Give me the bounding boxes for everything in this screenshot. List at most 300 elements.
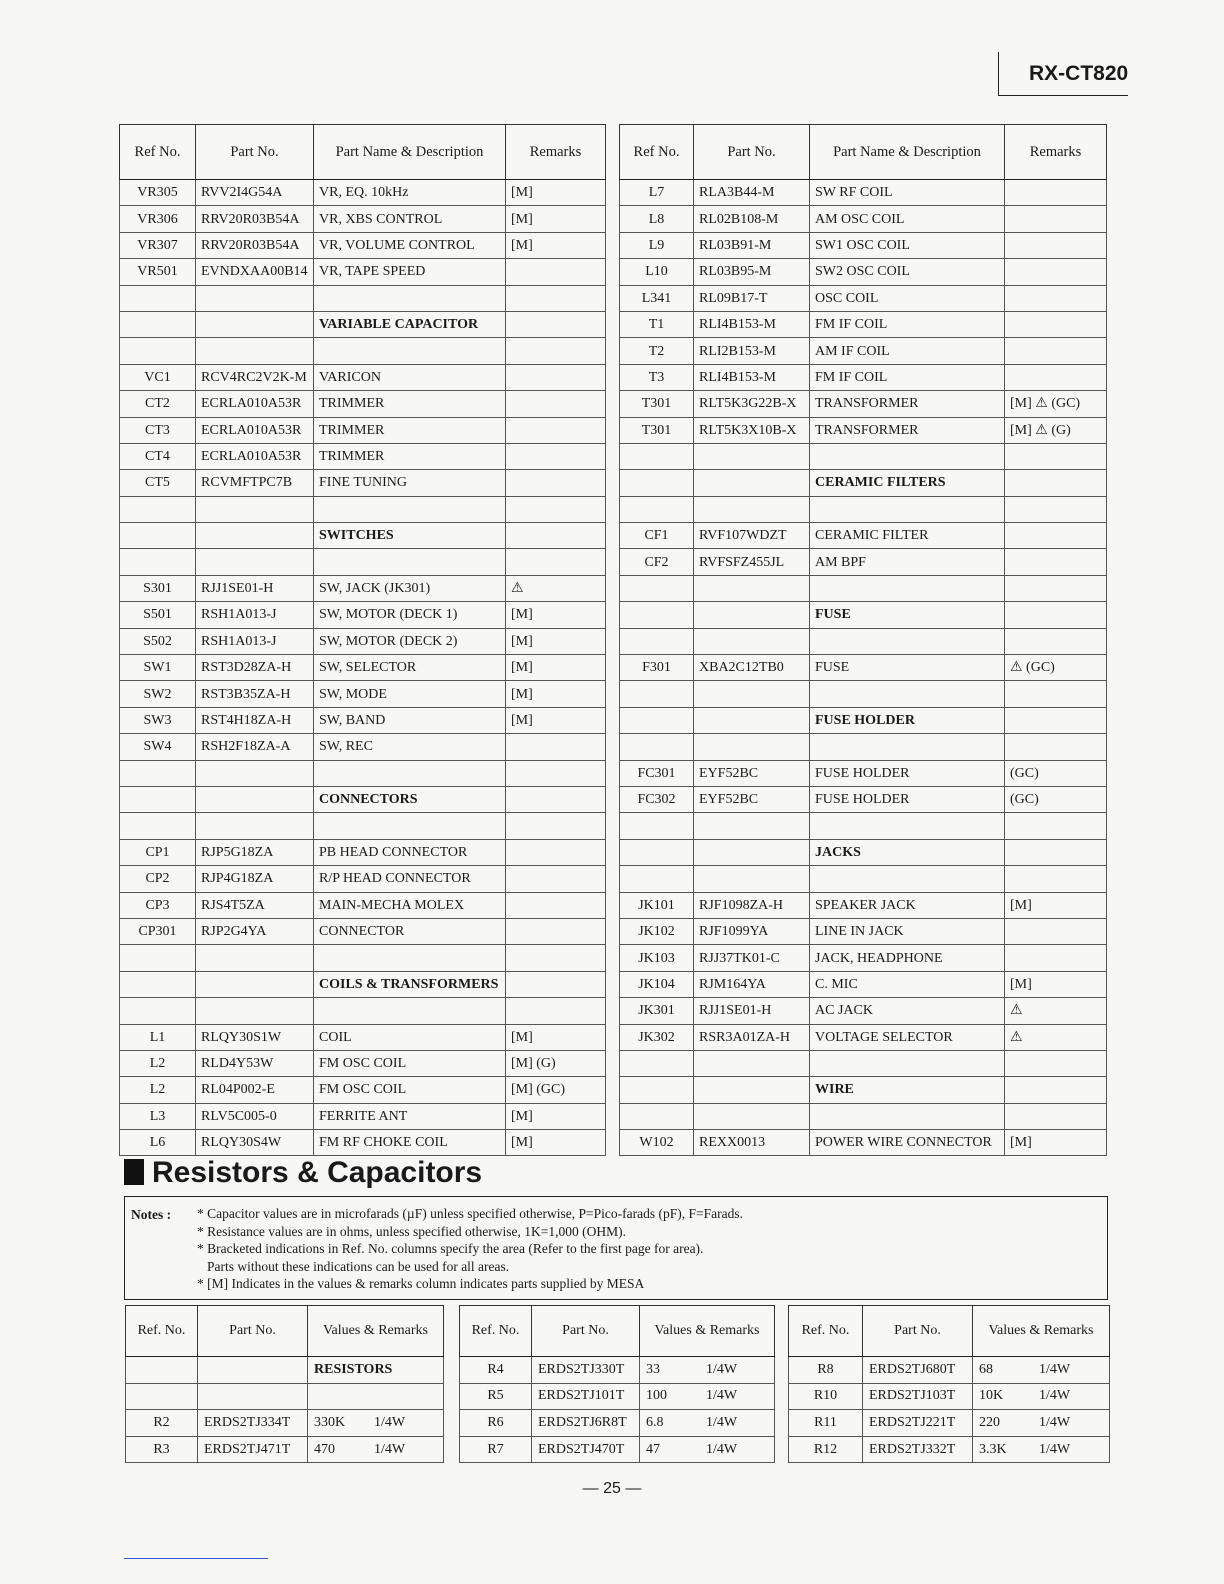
ref-no-cell: SW4 — [120, 734, 196, 760]
remarks-cell — [1005, 549, 1107, 575]
part-no-cell: ERDS2TJ471T — [198, 1436, 308, 1463]
notes-label: Notes : — [131, 1207, 172, 1222]
section-title — [124, 1152, 482, 1194]
remarks-cell — [506, 523, 606, 549]
part-no-cell — [694, 496, 810, 522]
remarks-cell: [M] — [506, 707, 606, 733]
part-name-cell — [314, 338, 506, 364]
table-row — [620, 1024, 1107, 1050]
part-no-cell: RLI4B153-M — [694, 364, 810, 390]
ref-no-cell: L6 — [120, 1130, 196, 1156]
value: 470 — [314, 1441, 335, 1457]
ref-no-cell: L3 — [120, 1103, 196, 1129]
value: 10K — [979, 1388, 1004, 1404]
table-row — [126, 1410, 444, 1437]
ref-no-cell — [620, 681, 694, 707]
remarks-cell — [506, 470, 606, 496]
ref-no-cell — [120, 311, 196, 337]
table-row — [120, 628, 606, 654]
part-no-cell: RSH2F18ZA-A — [196, 734, 314, 760]
wattage: 1/4W — [706, 1388, 738, 1404]
part-no-cell: RCVMFTPC7B — [196, 470, 314, 496]
part-no-cell: RL09B17-T — [694, 285, 810, 311]
ref-no-cell — [120, 945, 196, 971]
table-row — [460, 1410, 775, 1437]
ref-no-cell: VR306 — [120, 206, 196, 232]
ref-no-cell: T3 — [620, 364, 694, 390]
ref-no-cell: R2 — [126, 1410, 198, 1437]
part-no-cell: ECRLA010A53R — [196, 417, 314, 443]
table-row — [120, 707, 606, 733]
remarks-cell — [1005, 496, 1107, 522]
part-no-cell: RVF107WDZT — [694, 523, 810, 549]
part-name-cell: AM OSC COIL — [810, 206, 1005, 232]
ref-no-cell: CP3 — [120, 892, 196, 918]
table-row — [120, 391, 606, 417]
table-row — [620, 602, 1107, 628]
table-row — [620, 1130, 1107, 1156]
table-row — [120, 945, 606, 971]
table-row — [120, 180, 606, 206]
part-name-cell: SW1 OSC COIL — [810, 232, 1005, 258]
notes-list — [197, 1205, 743, 1293]
part-no-cell — [196, 760, 314, 786]
ref-no-cell: L2 — [120, 1077, 196, 1103]
part-name-cell: FM RF CHOKE COIL — [314, 1130, 506, 1156]
table-header-row — [460, 1306, 775, 1357]
part-name-cell: MAIN-MECHA MOLEX — [314, 892, 506, 918]
part-name-cell: AM IF COIL — [810, 338, 1005, 364]
part-name-cell — [314, 945, 506, 971]
remarks-cell: [M] — [506, 681, 606, 707]
table-row — [620, 813, 1107, 839]
remarks-cell: [M] — [1005, 892, 1107, 918]
values-cell — [973, 1410, 1110, 1437]
remarks-cell — [506, 338, 606, 364]
table-row — [126, 1436, 444, 1463]
table-row — [620, 998, 1107, 1024]
part-no-cell: RSR3A01ZA-H — [694, 1024, 810, 1050]
wattage: 1/4W — [706, 1361, 738, 1377]
remarks-cell — [506, 285, 606, 311]
table-row — [120, 602, 606, 628]
table-row — [120, 549, 606, 575]
part-name-cell: VR, TAPE SPEED — [314, 259, 506, 285]
part-name-cell — [810, 734, 1005, 760]
part-name-cell: VR, XBS CONTROL — [314, 206, 506, 232]
part-no-cell: ERDS2TJ470T — [532, 1436, 640, 1463]
part-no-cell: RLA3B44-M — [694, 180, 810, 206]
table-row — [120, 786, 606, 812]
part-no-cell: ERDS2TJ6R8T — [532, 1410, 640, 1437]
part-name-cell — [810, 575, 1005, 601]
table-row — [789, 1410, 1110, 1437]
part-no-cell: RJP2G4YA — [196, 918, 314, 944]
ref-no-cell: R5 — [460, 1383, 532, 1410]
values-cell — [640, 1436, 775, 1463]
remarks-cell — [1005, 839, 1107, 865]
part-name-cell: TRIMMER — [314, 443, 506, 469]
part-name-cell: VOLTAGE SELECTOR — [810, 1024, 1005, 1050]
note-item: Parts without these indications can be used for all areas. — [207, 1258, 510, 1274]
table-row — [620, 707, 1107, 733]
table-row — [620, 655, 1107, 681]
ref-no-cell — [620, 1050, 694, 1076]
part-no-cell: RLQY30S4W — [196, 1130, 314, 1156]
values-cell — [973, 1357, 1110, 1384]
remarks-cell — [1005, 285, 1107, 311]
remarks-cell: [M] — [506, 1103, 606, 1129]
part-name-cell: FERRITE ANT — [314, 1103, 506, 1129]
table-row — [120, 232, 606, 258]
table-row — [120, 364, 606, 390]
part-no-cell — [694, 575, 810, 601]
ref-no-cell: JK103 — [620, 945, 694, 971]
ref-no-cell: L341 — [620, 285, 694, 311]
values-cell — [308, 1410, 444, 1437]
ref-no-cell — [620, 866, 694, 892]
part-no-cell: EYF52BC — [694, 760, 810, 786]
table-row — [620, 391, 1107, 417]
remarks-cell — [506, 496, 606, 522]
part-name-cell: AC JACK — [810, 998, 1005, 1024]
remarks-cell: ⚠ (GC) — [1005, 655, 1107, 681]
part-no-cell: RLV5C005-0 — [196, 1103, 314, 1129]
remarks-cell — [1005, 813, 1107, 839]
col-part-no: Part No. — [694, 125, 810, 180]
part-no-cell — [196, 971, 314, 997]
table-row — [120, 523, 606, 549]
table-row — [120, 1077, 606, 1103]
table-row — [620, 470, 1107, 496]
ref-no-cell — [620, 813, 694, 839]
wattage: 1/4W — [1039, 1441, 1071, 1457]
part-no-cell: ERDS2TJ330T — [532, 1357, 640, 1384]
part-name-cell: FUSE HOLDER — [810, 760, 1005, 786]
wattage: 1/4W — [706, 1414, 738, 1430]
ref-no-cell: VR305 — [120, 180, 196, 206]
part-name-cell: OSC COIL — [810, 285, 1005, 311]
ref-no-cell — [120, 971, 196, 997]
part-no-cell: RLI2B153-M — [694, 338, 810, 364]
ref-no-cell: SW1 — [120, 655, 196, 681]
table-row — [120, 470, 606, 496]
table-row — [120, 892, 606, 918]
table-row — [620, 1050, 1107, 1076]
table-row — [120, 681, 606, 707]
ref-no-cell: S502 — [120, 628, 196, 654]
part-name-cell: CONNECTORS — [314, 786, 506, 812]
col-remarks: Remarks — [1005, 125, 1107, 180]
remarks-cell: [M] ⚠ (G) — [1005, 417, 1107, 443]
part-name-cell: PB HEAD CONNECTOR — [314, 839, 506, 865]
remarks-cell: [M] — [1005, 1130, 1107, 1156]
part-name-cell — [810, 1050, 1005, 1076]
part-no-cell: RSH1A013-J — [196, 628, 314, 654]
ref-no-cell: CP1 — [120, 839, 196, 865]
part-name-cell: LINE IN JACK — [810, 918, 1005, 944]
part-no-cell: RCV4RC2V2K-M — [196, 364, 314, 390]
remarks-cell — [1005, 259, 1107, 285]
part-name-cell: WIRE — [810, 1077, 1005, 1103]
col-part-no: Part No. — [863, 1306, 973, 1357]
part-name-cell: VR, EQ. 10kHz — [314, 180, 506, 206]
part-no-cell: RST4H18ZA-H — [196, 707, 314, 733]
remarks-cell — [1005, 470, 1107, 496]
col-values-remarks: Values & Remarks — [640, 1306, 775, 1357]
table-row — [460, 1436, 775, 1463]
remarks-cell — [506, 971, 606, 997]
part-name-cell: POWER WIRE CONNECTOR — [810, 1130, 1005, 1156]
remarks-cell — [1005, 1077, 1107, 1103]
part-no-cell: RJJ1SE01-H — [694, 998, 810, 1024]
table-row — [789, 1383, 1110, 1410]
ref-no-cell: L2 — [120, 1050, 196, 1076]
part-name-cell: TRIMMER — [314, 391, 506, 417]
wattage: 1/4W — [1039, 1388, 1071, 1404]
ref-no-cell: JK102 — [620, 918, 694, 944]
table-row — [620, 866, 1107, 892]
wattage: 1/4W — [374, 1441, 406, 1457]
remarks-cell: ⚠ — [506, 575, 606, 601]
remarks-cell: [M] — [1005, 971, 1107, 997]
remarks-cell — [1005, 734, 1107, 760]
table-row — [120, 813, 606, 839]
table-row — [620, 417, 1107, 443]
part-no-cell — [196, 523, 314, 549]
remarks-cell — [1005, 866, 1107, 892]
ref-no-cell: L8 — [620, 206, 694, 232]
remarks-cell — [1005, 918, 1107, 944]
part-no-cell — [694, 628, 810, 654]
ref-no-cell: CT2 — [120, 391, 196, 417]
ref-no-cell — [120, 523, 196, 549]
table-row — [120, 971, 606, 997]
part-name-cell — [810, 1103, 1005, 1129]
part-no-cell — [196, 786, 314, 812]
ref-no-cell — [620, 575, 694, 601]
part-no-cell: RJP5G18ZA — [196, 839, 314, 865]
table-row — [120, 496, 606, 522]
table-row — [620, 575, 1107, 601]
part-name-cell: FUSE HOLDER — [810, 707, 1005, 733]
part-no-cell: ERDS2TJ221T — [863, 1410, 973, 1437]
table-row — [620, 364, 1107, 390]
remarks-cell — [1005, 311, 1107, 337]
part-name-cell — [314, 998, 506, 1024]
ref-no-cell: R6 — [460, 1410, 532, 1437]
remarks-cell: [M] — [506, 232, 606, 258]
part-name-cell — [810, 496, 1005, 522]
part-no-cell: EVNDXAA00B14 — [196, 259, 314, 285]
remarks-cell — [1005, 1103, 1107, 1129]
remarks-cell — [506, 786, 606, 812]
value: 100 — [646, 1388, 667, 1404]
part-no-cell: RSH1A013-J — [196, 602, 314, 628]
ref-no-cell: CF1 — [620, 523, 694, 549]
part-no-cell — [196, 496, 314, 522]
ref-no-cell — [620, 839, 694, 865]
table-row — [620, 285, 1107, 311]
part-no-cell: ECRLA010A53R — [196, 443, 314, 469]
table-row — [620, 786, 1107, 812]
table-row — [120, 866, 606, 892]
resistor-table-2 — [459, 1305, 775, 1463]
part-name-cell: COIL — [314, 1024, 506, 1050]
table-row — [620, 839, 1107, 865]
ref-no-cell: S301 — [120, 575, 196, 601]
ref-no-cell: SW2 — [120, 681, 196, 707]
part-name-cell: FUSE HOLDER — [810, 786, 1005, 812]
ref-no-cell: R3 — [126, 1436, 198, 1463]
part-no-cell: REXX0013 — [694, 1130, 810, 1156]
ref-no-cell — [120, 496, 196, 522]
part-name-cell: FUSE — [810, 655, 1005, 681]
part-name-cell: FUSE — [810, 602, 1005, 628]
ref-no-cell — [120, 998, 196, 1024]
remarks-cell: [M] — [506, 1024, 606, 1050]
parts-table-right — [619, 124, 1107, 1156]
part-no-cell: ECRLA010A53R — [196, 391, 314, 417]
part-no-cell — [198, 1357, 308, 1384]
table-row — [620, 1103, 1107, 1129]
table-row — [120, 259, 606, 285]
ref-no-cell: T1 — [620, 311, 694, 337]
part-name-cell: CERAMIC FILTER — [810, 523, 1005, 549]
ref-no-cell — [620, 1103, 694, 1129]
part-no-cell — [694, 443, 810, 469]
value: 330K — [314, 1414, 346, 1430]
remarks-cell — [506, 760, 606, 786]
ref-no-cell — [120, 285, 196, 311]
remarks-cell — [1005, 707, 1107, 733]
table-row — [620, 443, 1107, 469]
part-name-cell — [314, 549, 506, 575]
remarks-cell — [1005, 206, 1107, 232]
part-no-cell — [196, 998, 314, 1024]
values-cell — [640, 1357, 775, 1384]
table-row — [120, 760, 606, 786]
table-row — [620, 338, 1107, 364]
part-no-cell — [196, 549, 314, 575]
remarks-cell: [M] ⚠ (GC) — [1005, 391, 1107, 417]
ref-no-cell: W102 — [620, 1130, 694, 1156]
remarks-cell — [506, 443, 606, 469]
table-row — [620, 206, 1107, 232]
part-no-cell: ERDS2TJ101T — [532, 1383, 640, 1410]
values-cell — [640, 1383, 775, 1410]
table-row — [620, 918, 1107, 944]
ref-no-cell: R7 — [460, 1436, 532, 1463]
table-row — [120, 734, 606, 760]
part-no-cell: RVFSFZ455JL — [694, 549, 810, 575]
ref-no-cell: R12 — [789, 1436, 863, 1463]
value: 47 — [646, 1441, 660, 1457]
part-no-cell: ERDS2TJ680T — [863, 1357, 973, 1384]
table-row — [620, 971, 1107, 997]
remarks-cell: [M] — [506, 655, 606, 681]
part-name-cell: SW, MOTOR (DECK 1) — [314, 602, 506, 628]
remarks-cell — [506, 311, 606, 337]
part-name-cell — [810, 866, 1005, 892]
remarks-cell — [506, 866, 606, 892]
col-ref-no: Ref. No. — [126, 1306, 198, 1357]
part-no-cell — [196, 311, 314, 337]
ref-no-cell — [126, 1383, 198, 1410]
part-no-cell — [198, 1383, 308, 1410]
part-name-cell — [314, 496, 506, 522]
ref-no-cell: L7 — [620, 180, 694, 206]
values-cell — [973, 1436, 1110, 1463]
ref-no-cell: FC302 — [620, 786, 694, 812]
remarks-cell: (GC) — [1005, 786, 1107, 812]
remarks-cell: [M] — [506, 628, 606, 654]
remarks-cell — [506, 259, 606, 285]
ref-no-cell: JK101 — [620, 892, 694, 918]
part-no-cell: RST3D28ZA-H — [196, 655, 314, 681]
part-name-cell: TRANSFORMER — [810, 391, 1005, 417]
part-no-cell: RRV20R03B54A — [196, 232, 314, 258]
remarks-cell — [1005, 443, 1107, 469]
table-row — [120, 575, 606, 601]
col-ref-no: Ref No. — [620, 125, 694, 180]
part-name-cell: JACKS — [810, 839, 1005, 865]
model-number: RX-CT820 — [998, 52, 1128, 96]
ref-no-cell — [120, 786, 196, 812]
ref-no-cell — [120, 338, 196, 364]
part-name-cell: AM BPF — [810, 549, 1005, 575]
table-row — [120, 338, 606, 364]
part-name-cell: SWITCHES — [314, 523, 506, 549]
table-row — [620, 1077, 1107, 1103]
resistor-table-3 — [788, 1305, 1110, 1463]
part-name-cell: VR, VOLUME CONTROL — [314, 232, 506, 258]
remarks-cell — [1005, 575, 1107, 601]
col-part-no: Part No. — [196, 125, 314, 180]
wattage: 1/4W — [1039, 1361, 1071, 1377]
part-name-cell: FM OSC COIL — [314, 1050, 506, 1076]
part-no-cell: RL02B108-M — [694, 206, 810, 232]
part-no-cell: RJJ1SE01-H — [196, 575, 314, 601]
part-name-cell: SW, REC — [314, 734, 506, 760]
part-name-cell: VARIABLE CAPACITOR — [314, 311, 506, 337]
table-row — [620, 760, 1107, 786]
ref-no-cell — [120, 549, 196, 575]
table-row — [120, 443, 606, 469]
part-no-cell: ERDS2TJ334T — [198, 1410, 308, 1437]
table-row — [460, 1357, 775, 1384]
ref-no-cell: VC1 — [120, 364, 196, 390]
part-no-cell: XBA2C12TB0 — [694, 655, 810, 681]
table-row — [620, 734, 1107, 760]
remarks-cell — [1005, 364, 1107, 390]
part-no-cell: RL03B91-M — [694, 232, 810, 258]
part-no-cell: RLQY30S1W — [196, 1024, 314, 1050]
ref-no-cell — [620, 734, 694, 760]
part-name-cell: SW2 OSC COIL — [810, 259, 1005, 285]
part-no-cell — [196, 338, 314, 364]
part-name-cell: TRANSFORMER — [810, 417, 1005, 443]
ref-no-cell: SW3 — [120, 707, 196, 733]
ref-no-cell: VR501 — [120, 259, 196, 285]
page-number: — 25 — — [582, 1480, 642, 1497]
remarks-cell — [1005, 681, 1107, 707]
footer-rule — [124, 1558, 268, 1559]
col-part-name: Part Name & Description — [810, 125, 1005, 180]
part-no-cell — [694, 1103, 810, 1129]
remarks-cell: [M] (G) — [506, 1050, 606, 1076]
remarks-cell — [506, 417, 606, 443]
